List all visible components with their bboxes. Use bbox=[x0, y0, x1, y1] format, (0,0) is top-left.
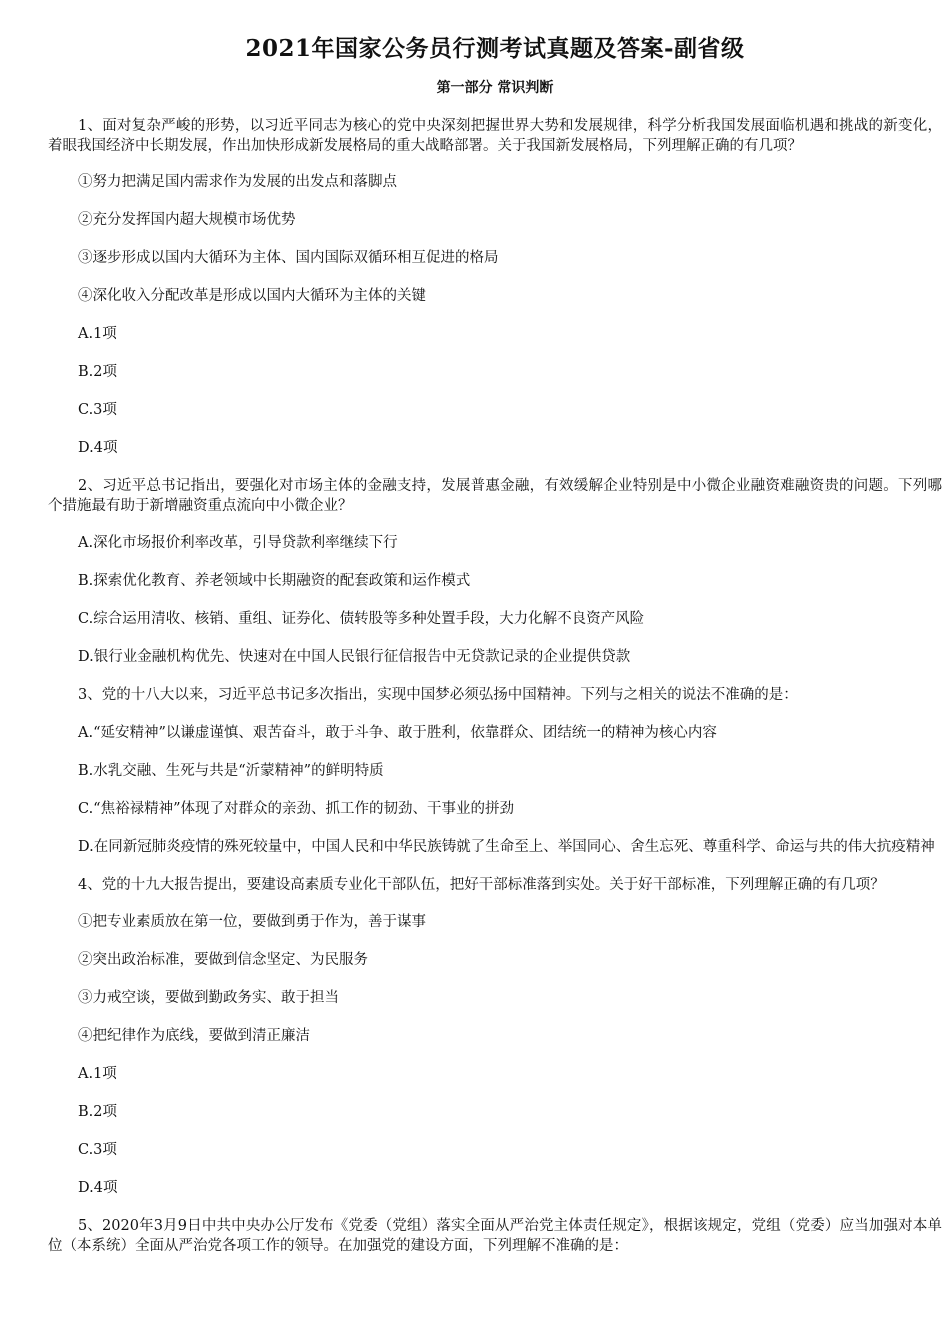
question-1-statement-2: ②充分发挥国内超大规模市场优势 bbox=[78, 212, 296, 228]
question-4-option-a: A.1项 bbox=[78, 1066, 117, 1082]
question-1-statement-3: ③逐步形成以国内大循环为主体、国内国际双循环相互促进的格局 bbox=[78, 250, 499, 266]
question-4-statement-4: ④把纪律作为底线，要做到清正廉洁 bbox=[78, 1028, 310, 1044]
question-5-stem: 5、2020年3月9日中共中央办公厅发布《党委（党组）落实全面从严治党主体责任规定》，根据该规定，党组（党委）应当加强对本单位（本系统）全面从严治党各项工作的领导。在加强党的建设方面，下列理解不准确的是： bbox=[48, 1218, 942, 1254]
question-4-statement-2: ②突出政治标准，要做到信念坚定、为民服务 bbox=[78, 952, 368, 968]
question-4-option-b: B.2项 bbox=[78, 1104, 117, 1120]
question-2-option-d: D.银行业金融机构优先、快速对在中国人民银行征信报告中无贷款记录的企业提供贷款 bbox=[78, 649, 631, 665]
section-title: 第一部分 常识判断 bbox=[436, 80, 554, 96]
question-1-option-c: C.3项 bbox=[78, 402, 117, 418]
question-3-stem: 3、党的十八大以来，习近平总书记多次指出，实现中国梦必须弘扬中国精神。下列与之相关的说法不准确的是： bbox=[78, 687, 798, 703]
document-title: 2021年国家公务员行测考试真题及答案-副省级 bbox=[245, 35, 745, 62]
question-1-statement-1: ①努力把满足国内需求作为发展的出发点和落脚点 bbox=[78, 174, 397, 190]
question-2-option-c: C.综合运用清收、核销、重组、证券化、债转股等多种处置手段，大力化解不良资产风险 bbox=[78, 611, 645, 627]
question-3-option-c: C.“焦裕禄精神”体现了对群众的亲劲、抓工作的韧劲、干事业的拼劲 bbox=[78, 801, 515, 817]
question-1-option-a: A.1项 bbox=[78, 326, 117, 342]
question-4-option-c: C.3项 bbox=[78, 1142, 117, 1158]
question-1-statement-4: ④深化收入分配改革是形成以国内大循环为主体的关键 bbox=[78, 288, 426, 304]
question-3-option-b: B.水乳交融、生死与共是“沂蒙精神”的鲜明特质 bbox=[78, 763, 384, 779]
question-2-stem: 2、习近平总书记指出，要强化对市场主体的金融支持，发展普惠金融，有效缓解企业特别是中小微企业融资难融资贵的问题。下列哪个措施最有助于新增融资重点流向中小微企业？ bbox=[48, 478, 942, 514]
question-1-option-d: D.4项 bbox=[78, 440, 118, 456]
question-3-option-a: A.“延安精神”以谦虚谨慎、艰苦奋斗，敢于斗争、敢于胜利，依靠群众、团结统一的精神为核心内容 bbox=[78, 725, 717, 741]
question-2-option-a: A.深化市场报价利率改革，引导贷款利率继续下行 bbox=[78, 535, 398, 551]
question-4-stem: 4、党的十九大报告提出，要建设高素质专业化干部队伍，把好干部标准落到实处。关于好干部标准，下列理解正确的有几项？ bbox=[78, 877, 885, 893]
question-4-option-d: D.4项 bbox=[78, 1180, 118, 1196]
question-1-option-b: B.2项 bbox=[78, 364, 117, 380]
question-4-statement-3: ③力戒空谈，要做到勤政务实、敢于担当 bbox=[78, 990, 339, 1006]
question-4-statement-1: ①把专业素质放在第一位，要做到勇于作为，善于谋事 bbox=[78, 914, 426, 930]
document-page bbox=[48, 0, 942, 1256]
question-1-stem: 1、面对复杂严峻的形势，以习近平同志为核心的党中央深刻把握世界大势和发展规律，科学分析我国发展面临机遇和挑战的新变化，着眼我国经济中长期发展，作出加快形成新发展格局的重大战略部署。关于我国新发展格局，下列理解正确的有几项？ bbox=[48, 118, 942, 154]
question-2-option-b: B.探索优化教育、养老领域中长期融资的配套政策和运作模式 bbox=[78, 573, 471, 589]
question-3-option-d: D.在同新冠肺炎疫情的殊死较量中，中国人民和中华民族铸就了生命至上、举国同心、舍生忘死、尊重科学、命运与共的伟大抗疫精神 bbox=[78, 839, 935, 855]
